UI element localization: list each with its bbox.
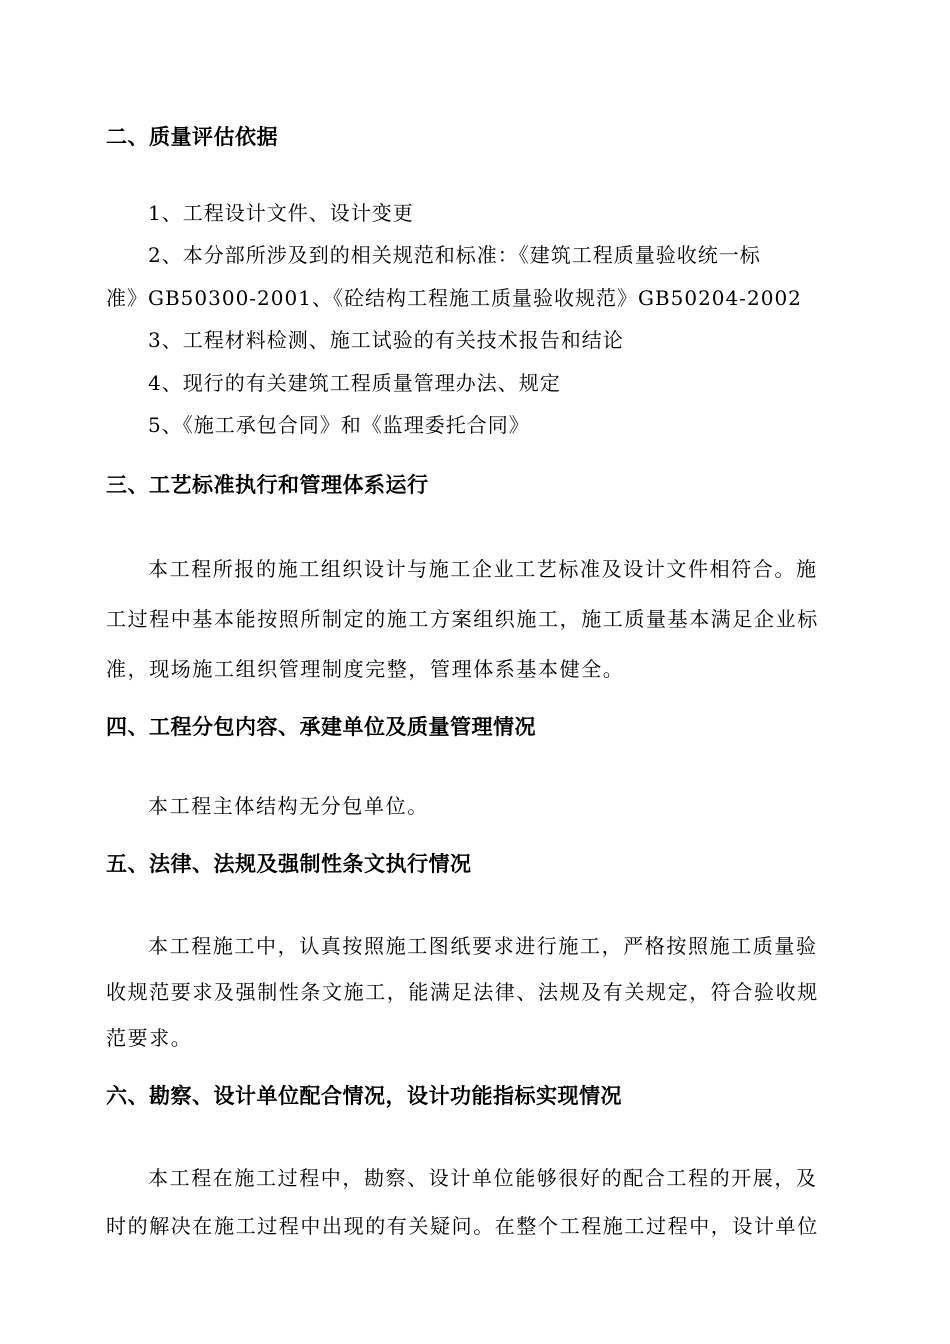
paragraph-line: 收规范要求及强制性条文施工，能满足法律、法规及有关规定，符合验收规 [106,980,819,1004]
basis-item-1: 1、工程设计文件、设计变更 [148,201,414,225]
paragraph-line: 本工程在施工过程中，勘察、设计单位能够很好的配合工程的开展，及 [148,1166,818,1190]
section-heading-3: 三、工艺标准执行和管理体系运行 [106,473,429,497]
section-heading-6: 六、勘察、设计单位配合情况，设计功能指标实现情况 [106,1084,622,1108]
basis-item-3: 3、工程材料检测、施工试验的有关技术报告和结论 [148,328,624,352]
basis-item-5: 5、《施工承包合同》和《监理委托合同》 [148,413,530,437]
paragraph-line: 本工程主体结构无分包单位。 [148,794,429,818]
section-heading-2: 二、质量评估依据 [106,125,278,149]
paragraph-line: 时的解决在施工过程中出现的有关疑问。在整个工程施工过程中，设计单位 [106,1214,819,1238]
paragraph-line: 本工程所报的施工组织设计与施工企业工艺标准及设计文件相符合。施 [148,557,818,581]
paragraph-line: 范要求。 [106,1026,193,1050]
paragraph-line: 准，现场施工组织管理制度完整，管理体系基本健全。 [106,657,625,681]
section-heading-5: 五、法律、法规及强制性条文执行情况 [106,852,472,876]
paragraph-line: 工过程中基本能按照所制定的施工方案组织施工，施工质量基本满足企业标 [106,607,819,631]
paragraph-line: 本工程施工中，认真按照施工图纸要求进行施工，严格按照施工质量验 [148,934,818,958]
basis-item-2: 2、本分部所涉及到的相关规范和标准：《建筑工程质量验收统一标 [148,243,761,267]
basis-item-4: 4、现行的有关建筑工程质量管理办法、规定 [148,371,561,395]
basis-item-2-continued: 准》GB50300-2001、《砼结构工程施工质量验收规范》GB50204-2002 [106,286,802,310]
section-heading-4: 四、工程分包内容、承建单位及质量管理情况 [106,715,536,739]
